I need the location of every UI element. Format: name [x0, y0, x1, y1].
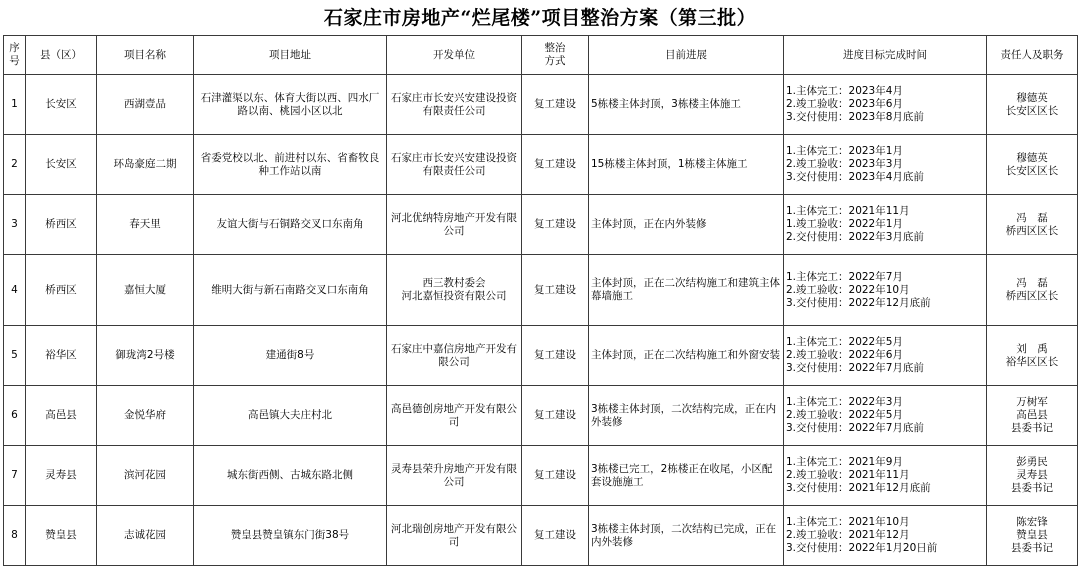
col-header-developer: 开发单位: [387, 36, 522, 75]
cell-project-name: 御珑湾2号楼: [97, 326, 194, 386]
cell-progress: 主体封顶，正在二次结构施工和外窗安装: [589, 326, 784, 386]
cell-county: 长安区: [26, 75, 97, 135]
cell-responsible: 穆德英 长安区区长: [987, 75, 1078, 135]
cell-address: 建通街8号: [194, 326, 387, 386]
document-title: 石家庄市房地产“烂尾楼”项目整治方案（第三批）: [323, 7, 757, 29]
cell-schedule: 1.主体完工：2022年3月 2.竣工验收：2022年5月 3.交付使用：2022年7月底前: [784, 386, 987, 446]
cell-address: 赞皇县赞皇镇东门街38号: [194, 506, 387, 566]
table-row: [4, 135, 1078, 195]
col-header-address: 项目地址: [194, 36, 387, 75]
table-row: [4, 386, 1078, 446]
cell-no: 1: [4, 75, 26, 135]
table-row: [4, 506, 1078, 566]
cell-responsible: 冯 磊 桥西区区长: [987, 255, 1078, 326]
table-row: [4, 326, 1078, 386]
cell-responsible: 冯 磊 桥西区区长: [987, 195, 1078, 255]
cell-developer: 石家庄市长安兴安建设投资有限责任公司: [387, 75, 522, 135]
col-header-progress: 目前进展: [589, 36, 784, 75]
cell-address: 省委党校以北、前进村以东、省畜牧良种工作站以南: [194, 135, 387, 195]
cell-developer: 高邑德创房地产开发有限公司: [387, 386, 522, 446]
cell-county: 灵寿县: [26, 446, 97, 506]
col-header-no: 序 号: [4, 36, 26, 75]
cell-no: 8: [4, 506, 26, 566]
cell-progress: 5栋楼主体封顶，3栋楼主体施工: [589, 75, 784, 135]
cell-address: 高邑镇大夫庄村北: [194, 386, 387, 446]
col-header-method: 整治 方式: [522, 36, 589, 75]
cell-schedule: 1.主体完工：2022年5月 2.竣工验收：2022年6月 3.交付使用：2022年7月底前: [784, 326, 987, 386]
cell-schedule: 1.主体完工：2021年11月 1.竣工验收：2022年1月 2.交付使用：2022年3月底前: [784, 195, 987, 255]
table-row: [4, 75, 1078, 135]
col-header-responsible: 责任人及职务: [987, 36, 1078, 75]
cell-county: 赞皇县: [26, 506, 97, 566]
cell-project-name: 环岛豪庭二期: [97, 135, 194, 195]
header-row: [4, 36, 1078, 75]
cell-schedule: 1.主体完工：2021年10月 2.竣工验收：2021年12月 3.交付使用：2022年1月20日前: [784, 506, 987, 566]
cell-method: 复工建设: [522, 255, 589, 326]
cell-progress: 3栋楼主体封顶，二次结构完成，正在内外装修: [589, 386, 784, 446]
cell-method: 复工建设: [522, 386, 589, 446]
cell-address: 石津灌渠以东、体育大街以西、四水厂路以南、桃园小区以北: [194, 75, 387, 135]
cell-method: 复工建设: [522, 135, 589, 195]
cell-method: 复工建设: [522, 446, 589, 506]
col-header-schedule: 进度目标完成时间: [784, 36, 987, 75]
cell-project-name: 西湖壹品: [97, 75, 194, 135]
cell-schedule: 1.主体完工：2021年9月 2.竣工验收：2021年11月 3.交付使用：2021年12月底前: [784, 446, 987, 506]
cell-developer: 河北优纳特房地产开发有限公司: [387, 195, 522, 255]
cell-progress: 3栋楼已完工，2栋楼正在收尾，小区配套设施施工: [589, 446, 784, 506]
cell-method: 复工建设: [522, 195, 589, 255]
cell-county: 长安区: [26, 135, 97, 195]
cell-county: 裕华区: [26, 326, 97, 386]
cell-responsible: 万树军 高邑县 县委书记: [987, 386, 1078, 446]
cell-progress: 3栋楼主体封顶，二次结构已完成，正在内外装修: [589, 506, 784, 566]
cell-no: 4: [4, 255, 26, 326]
cell-project-name: 春天里: [97, 195, 194, 255]
cell-developer: 西三教村委会 河北嘉恒投资有限公司: [387, 255, 522, 326]
cell-progress: 主体封顶，正在二次结构施工和建筑主体幕墙施工: [589, 255, 784, 326]
cell-no: 2: [4, 135, 26, 195]
table-row: [4, 195, 1078, 255]
cell-schedule: 1.主体完工：2023年1月 2.竣工验收：2023年3月 3.交付使用：2023年4月底前: [784, 135, 987, 195]
cell-project-name: 嘉恒大厦: [97, 255, 194, 326]
cell-no: 5: [4, 326, 26, 386]
cell-method: 复工建设: [522, 506, 589, 566]
cell-address: 维明大街与新石南路交叉口东南角: [194, 255, 387, 326]
cell-no: 7: [4, 446, 26, 506]
cell-developer: 石家庄中嘉信房地产开发有限公司: [387, 326, 522, 386]
cell-no: 3: [4, 195, 26, 255]
project-table: [3, 35, 1078, 566]
cell-progress: 15栋楼主体封顶，1栋楼主体施工: [589, 135, 784, 195]
cell-address: 城东街西侧、古城东路北侧: [194, 446, 387, 506]
cell-project-name: 金悦华府: [97, 386, 194, 446]
cell-responsible: 刘 禹 裕华区区长: [987, 326, 1078, 386]
table-row: [4, 446, 1078, 506]
cell-county: 桥西区: [26, 195, 97, 255]
table-row: [4, 255, 1078, 326]
cell-method: 复工建设: [522, 75, 589, 135]
cell-developer: 灵寿县荣升房地产开发有限公司: [387, 446, 522, 506]
cell-developer: 石家庄市长安兴安建设投资有限责任公司: [387, 135, 522, 195]
cell-progress: 主体封顶，正在内外装修: [589, 195, 784, 255]
cell-method: 复工建设: [522, 326, 589, 386]
cell-responsible: 彭勇民 灵寿县 县委书记: [987, 446, 1078, 506]
cell-project-name: 滨河花园: [97, 446, 194, 506]
cell-responsible: 穆德英 长安区区长: [987, 135, 1078, 195]
cell-developer: 河北瑞创房地产开发有限公司: [387, 506, 522, 566]
col-header-county: 县（区）: [26, 36, 97, 75]
cell-address: 友谊大街与石铜路交叉口东南角: [194, 195, 387, 255]
col-header-name: 项目名称: [97, 36, 194, 75]
cell-county: 桥西区: [26, 255, 97, 326]
cell-county: 高邑县: [26, 386, 97, 446]
cell-no: 6: [4, 386, 26, 446]
cell-project-name: 志诚花园: [97, 506, 194, 566]
cell-schedule: 1.主体完工：2022年7月 2.竣工验收：2022年10月 3.交付使用：2022年12月底前: [784, 255, 987, 326]
cell-schedule: 1.主体完工：2023年4月 2.竣工验收：2023年6月 3.交付使用：2023年8月底前: [784, 75, 987, 135]
cell-responsible: 陈宏锋 赞皇县 县委书记: [987, 506, 1078, 566]
